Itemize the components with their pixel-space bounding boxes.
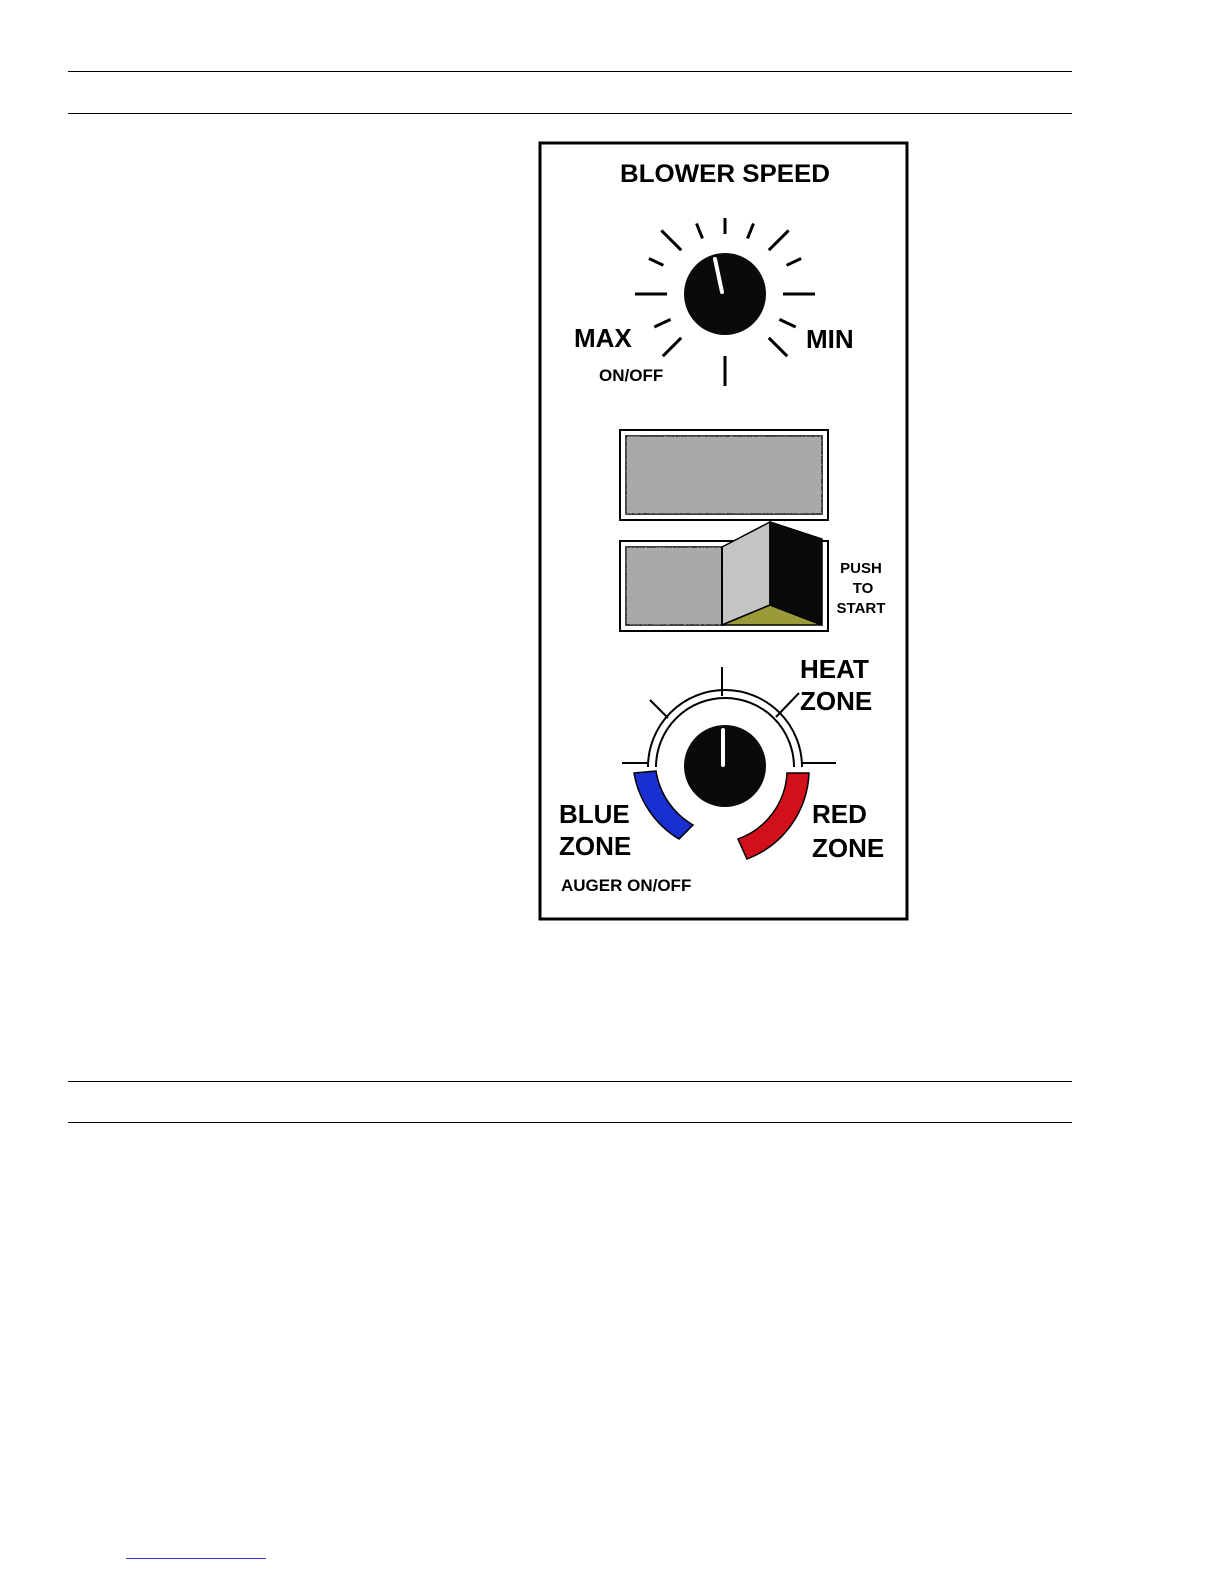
heat-label: HEAT <box>800 654 869 684</box>
blue-zone-label: ZONE <box>559 831 632 861</box>
indicator-window <box>620 430 828 520</box>
auger-on-off-label: AUGER ON/OFF <box>561 876 692 895</box>
top-rule-2 <box>68 113 1072 114</box>
blower-on-off-label: ON/OFF <box>599 366 664 385</box>
bottom-rule-2 <box>68 1122 1072 1123</box>
heat-zone-label: ZONE <box>800 686 873 716</box>
blower-speed-knob[interactable] <box>684 253 766 335</box>
start-label: START <box>836 600 886 617</box>
max-label: MAX <box>574 323 632 353</box>
blue-label: BLUE <box>559 799 630 829</box>
control-panel-diagram <box>538 141 910 923</box>
red-label: RED <box>812 799 867 829</box>
to-label: TO <box>852 580 874 597</box>
blower-speed-title: BLOWER SPEED <box>620 160 830 188</box>
push-label: PUSH <box>840 560 882 577</box>
footer-link-underline <box>126 1558 266 1559</box>
red-zone-label: ZONE <box>812 833 885 863</box>
top-rule-1 <box>68 71 1072 72</box>
min-label: MIN <box>806 324 854 354</box>
bottom-rule-1 <box>68 1081 1072 1082</box>
